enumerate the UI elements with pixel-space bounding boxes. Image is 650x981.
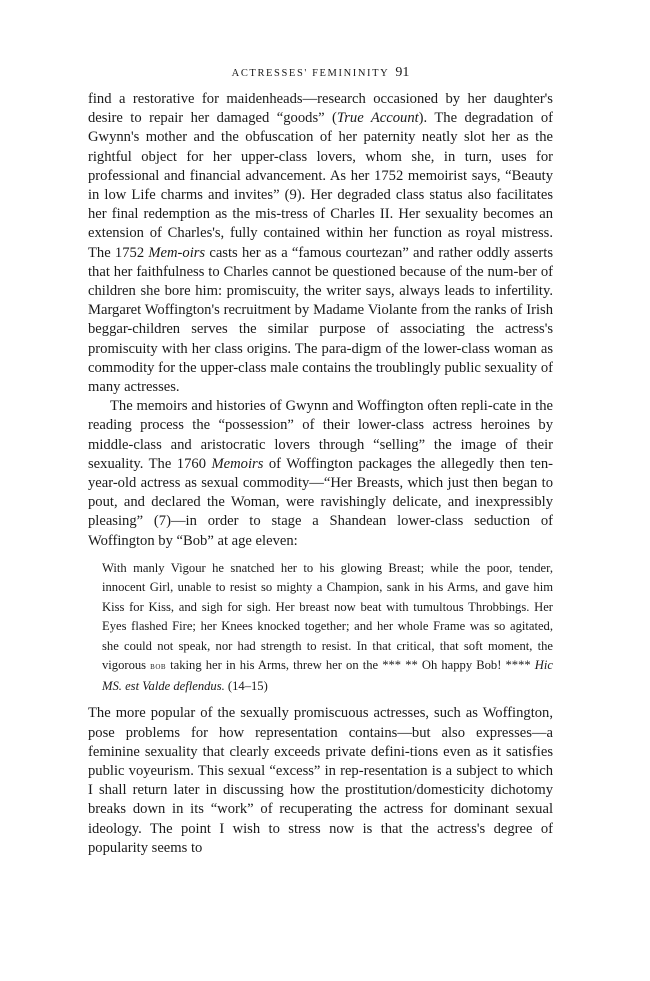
running-head <box>88 64 553 83</box>
text-run: casts her as a “famous courtezan” and rather oddly asserts that her faithfulness to Charles cannot be questioned because of the num-ber of children she bore him: promiscuity, the writer says, always leads to infertility. Margaret Woffington's recruitment by Madame Violante from the ranks of Irish beggar-children serves the similar purpose of associating the actress's promiscuity with her class origins. The para-digm of the lower-class woman as commodity for the upper-class male contains the troublingly public sexuality of many actresses. <box>88 244 553 396</box>
paragraph-gwynn-class-origins <box>88 90 553 397</box>
text-run: find a restorative for maidenheads—research occasioned by her daughter's desire to repair her damaged “goods” ( <box>88 91 553 127</box>
text-run: ). The degradation of Gwynn's mother and the obfuscation of her paternity neatly slot her as the rightful object for her upper-class lovers, whom she, in turn, uses for professional and financial advancement. As her 1752 memoirist says, “Beauty in low Life charms and invites” (9). Her degraded class status also facilitates her final redemption as the mis-tress of Charles II. Her sexuality becomes an extension of Charles's, fully contained within her function as royal mistress. The 1752 <box>88 110 553 261</box>
italic-title: Memoirs <box>211 455 264 472</box>
text-run: The memoirs and histories of Gwynn and Woffington often repli-cate in the reading process the “possession” of their lower-class actress heroines by middle-class and aristocratic lovers through “selling” the image of their sexuality. The 1760 <box>88 398 553 472</box>
italic-latin: Hic MS. est Valde deflendus. <box>102 658 553 693</box>
book-page <box>88 64 553 858</box>
quote-citation: (14–15) <box>224 678 268 693</box>
quote-run: With manly Vigour he snatched her to his glowing Breast; while the poor, tender, innocent Girl, unable to resist so mighty a Champion, sank in his Arms, and gave him Kiss for Kiss, and sigh for sigh. Her breast now beat with tumultous Throbbings. Her Eyes flashed Fire; her Knees knocked together; and her whole Frame was so agitated, she could not speak, nor had strength to resist. In that critical, that soft moment, the vigorous <box>102 560 553 673</box>
paragraph-popular-actresses <box>88 704 553 858</box>
italic-title: True Account <box>336 110 419 127</box>
page-number: 91 <box>395 65 410 80</box>
quote-run: taking her in his Arms, threw her on the *** ** Oh happy Bob! **** <box>166 658 535 673</box>
small-caps-name: bob <box>150 661 167 673</box>
running-head-title: ACTRESSES' FEMININITY <box>231 68 390 79</box>
paragraph-memoirs-histories <box>88 397 553 551</box>
italic-title: Mem-oirs <box>148 244 206 261</box>
text-run: of Woffington packages the allegedly then ten-year-old actress as sexual commodity—“Her Breasts, which just then began to pout, and declared the Woman, were ravishingly delicate, and inexpressibly pleasing” (7)—in order to stage a Shandean lower-class seduction of Woffington by “Bob” at age eleven: <box>88 455 553 549</box>
block-quotation <box>102 559 553 697</box>
text-run: The more popular of the sexually promiscuous actresses, such as Woffington, pose problems for how representation contains—but also expresses—a feminine sexuality that clearly exceeds private defini-tions even as it satisfies public voyeurism. This sexual “excess” in rep-resentation is a subject to which I shall return later in discussing how the prostitution/domesticity dichotomy breaks down in its “work” of recuperating the actress for dominant sexual ideology. The point I wish to stress now is that the actress's degree of popularity seems to <box>88 705 553 856</box>
